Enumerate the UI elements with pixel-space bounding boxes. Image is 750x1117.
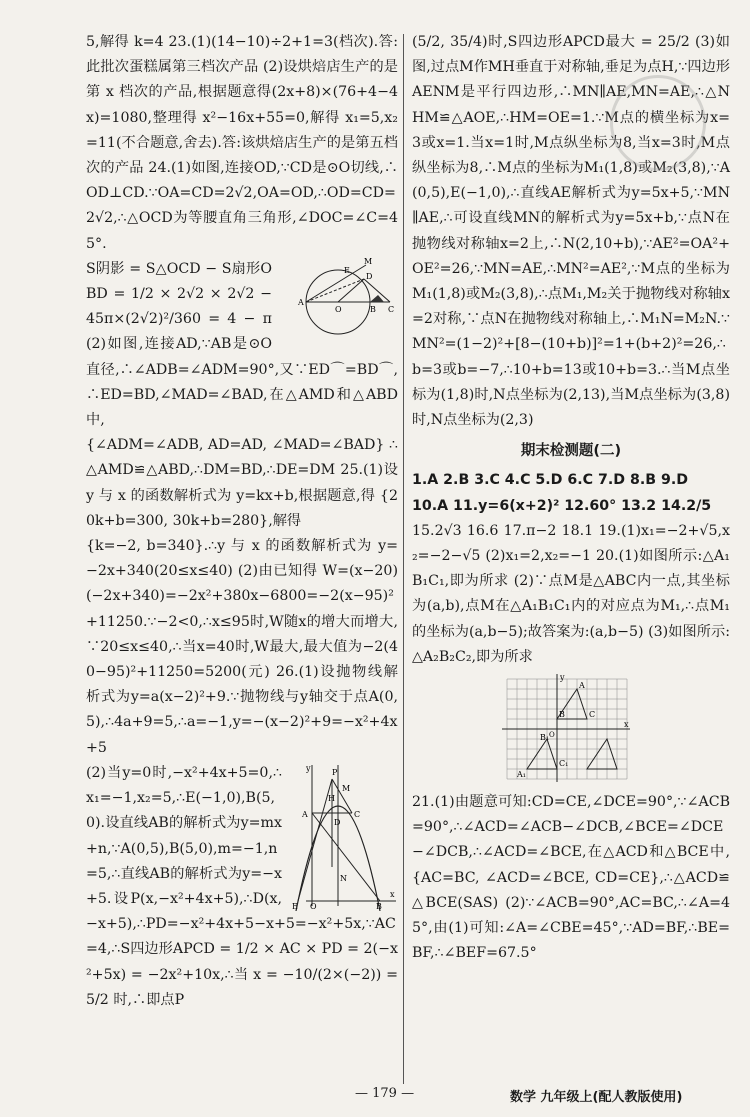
solution-21: 21.(1)由题意可知:CD=CE,∠DCE=90°,∵∠ACB=90°,∴∠ACD=∠ACB−∠DCB,∠BCE=∠DCE−∠DCB,∴∠ACD=∠BCE,在△ACD和△BCE中,{AC=BC, ∠ACD=∠BCE, CD=CE},∴△ACD≌△BCE(SAS) (2)∵∠ACB=90°,AC=BC,∴∠A=45°,由(1)可知:∠A=∠CBE=45°,∵AD=BF,∴BE=BF,∴∠BEF=67.5°: [412, 794, 730, 962]
label-H: H: [328, 793, 335, 803]
stamp-seal: [610, 75, 706, 171]
left-column: [86, 30, 398, 1013]
section-heading: 期末检测题(二): [520, 443, 622, 460]
grid-label-C: C: [589, 710, 596, 720]
label-D: D: [366, 271, 373, 281]
grid-label-A1: A₁: [517, 770, 526, 780]
answers-row-1: 1.A 2.B 3.C 4.C 5.D 6.C 7.D 8.B 9.D: [412, 472, 689, 489]
grid-label-x: x: [624, 720, 629, 730]
label-D2: D: [334, 817, 341, 827]
column-divider: [403, 34, 404, 1084]
label-A: A: [298, 297, 304, 307]
grid-label-B1: B₁: [540, 733, 550, 743]
solution-26b: (2)当y=0时,−x²+4x+5=0,∴x₁=−1,x₂=5,∴E(−1,0),B(5,0).设直线AB的解析式为y=mx+n,∵A(0,5),B(5,0),m=−1,n=5,∴直线AB的解析式为y=−x+5.设P(x,−x²+4x+5),∴D(x,−x+5),∴PD=−x²+4x+5−x+5=−x²+5x,∵AC=4,∴S四边形APCD = 1/2 × AC × PD = 2(−x²+5x) = −2x²+10x,∴当 x = −10/(2×(−2)) = 5/2 时,∴即点P: [86, 764, 398, 1008]
solution-24b: S阴影 = S△OCD − S扇形OBD = 1/2 × 2√2 × 2√2 − 45π×(2√2)²/360 = 4 − π (2)如图,连接AD,∵AB是⊙O直径,∴∠ADB=∠ADM=90°,又∵ED⌒=BD⌒,∴ED=BD,∠MAD=∠BAD,在△AMD和△ABD中,: [86, 260, 398, 429]
label-y: y: [306, 763, 311, 773]
solution-24c-25a: {∠ADM=∠ADB, AD=AD, ∠MAD=∠BAD} ∴△AMD≌△ABD,∴DM=BD,∴DE=DM 25.(1)设 y 与 x 的函数解析式为 y=kx+b,根据题意,得 {20k+b=300, 30k+b=280},解得: [86, 437, 398, 529]
grid-label-A: A: [579, 681, 585, 691]
solution-25b-26a: {k=−2, b=340}.∴y 与 x 的函数解析式为 y=−2x+340(20≤x≤40) (2)由已知得 W=(x−20)(−2x+340)=−2x²+380x−6800=−2(x−95)²+11250.∵−2<0,∴x≤95时,W随x的增大而增大,∵20≤x≤40,∴当x=40时,W最大,最大值为−2(40−95)²+11250=5200(元) 26.(1)设抛物线解析式为y=a(x−2)²+9.∵抛物线与y轴交于点A(0,5),∴4a+9=5,∴a=−1,y=−(x−2)²+9=−x²+4x+5: [86, 538, 398, 756]
label-C: C: [388, 304, 395, 314]
grid-figure: [502, 674, 632, 786]
label-A2: A: [302, 809, 308, 819]
label-N: N: [340, 873, 347, 883]
circle-figure: [278, 257, 398, 337]
label-E: E: [344, 265, 350, 275]
subject-label: 数学 九年级上(配人教版使用): [510, 1090, 683, 1105]
label-B2: B: [376, 901, 382, 911]
grid-label-y: y: [560, 674, 565, 683]
label-P: P: [332, 767, 338, 777]
label-M2: M: [342, 783, 351, 793]
grid-label-O: O: [549, 731, 555, 740]
label-O2: O: [310, 901, 317, 911]
solution-26c: (5/2, 35/4)时,S四边形APCD最大 = 25/2 (3)如图,过点M作MH垂直于对称轴,垂足为点H,∵四边形AENM是平行四边形,∴MN∥AE,MN=AE,∴△NHM≌△AOE,∴HM=OE=1.∵M点的横坐标为x=3或x=1.当x=1时,M点纵坐标为8,当x=3时,M点纵坐标为8,∴M点的坐标为M₁(1,8)或M₂(3,8),∵A(0,5),E(−1,0),∴直线AE解析式为y=5x+5,∵MN∥AE,∴可设直线MN的解析式为y=5x+b,∵点N在抛物线对称轴x=2上,∴N(2,10+b),∵AE²=OA²+OE²=26,∵MN=AE,∴MN²=AE²,∵M点的坐标为M₁(1,8)或M₂(3,8),∴点M₁,M₂关于抛物线对称轴x=2对称,∵点N在抛物线对称轴上,∴M₁N=M₂N.∵MN²=(1−2)²+[8−(10+b)]²=1+(b+2)²=26,∴b=3或b=−7,∴10+b=13或10+b=3.∴当M点坐标为(1,8)时,N点坐标为(2,13),当M点坐标为(3,8)时,N点坐标为(2,3): [412, 34, 730, 429]
right-column: [412, 30, 730, 967]
grid-label-B: B: [559, 710, 565, 720]
label-x: x: [390, 889, 395, 899]
label-B: B: [370, 304, 376, 314]
solution-23-24a: 5,解得 k=4 23.(1)(14−10)÷2+1=3(档次).答:此批次蛋糕属第三档次产品 (2)设烘焙店生产的是第 x 档次的产品,根据题意得(2x+8)×(76+4−4x)=1080,整理得 x²−16x+55=0,解得 x₁=5,x₂=11(不合题意,舍去).答:该烘焙店生产的是第五档次的产品 24.(1)如图,连接OD,∵CD是⊙O切线,∴OD⊥CD.∵OA=CD=2√2,OA=OD,∴OD=CD=2√2,∴△OCD为等腰直角三角形,∠DOC=∠C=45°.: [86, 34, 398, 252]
label-E2: E: [292, 901, 298, 911]
parabola-figure: [288, 761, 398, 911]
label-C2: C: [354, 809, 361, 819]
answers-row-2: 10.A 11.y=6(x+2)² 12.60° 13.2 14.2/5: [412, 497, 712, 514]
grid-label-C1: C₁: [559, 759, 569, 769]
answers-15-20: 15.2√3 16.6 17.π−2 18.1 19.(1)x₁=−2+√5,x₂=−2−√5 (2)x₁=2,x₂=−1 20.(1)如图所示:△A₁B₁C₁,即为所求 (2)∵点M是△ABC内一点,其坐标为(a,b),点M在△A₁B₁C₁内的对应点为M₁,∴点M₁的坐标为(a,b−5);故答案为:(a,b−5) (3)如图所示:△A₂B₂C₂,即为所求: [412, 522, 730, 665]
label-M: M: [364, 256, 373, 266]
label-O: O: [335, 304, 342, 314]
page-number: — 179 —: [355, 1086, 415, 1101]
